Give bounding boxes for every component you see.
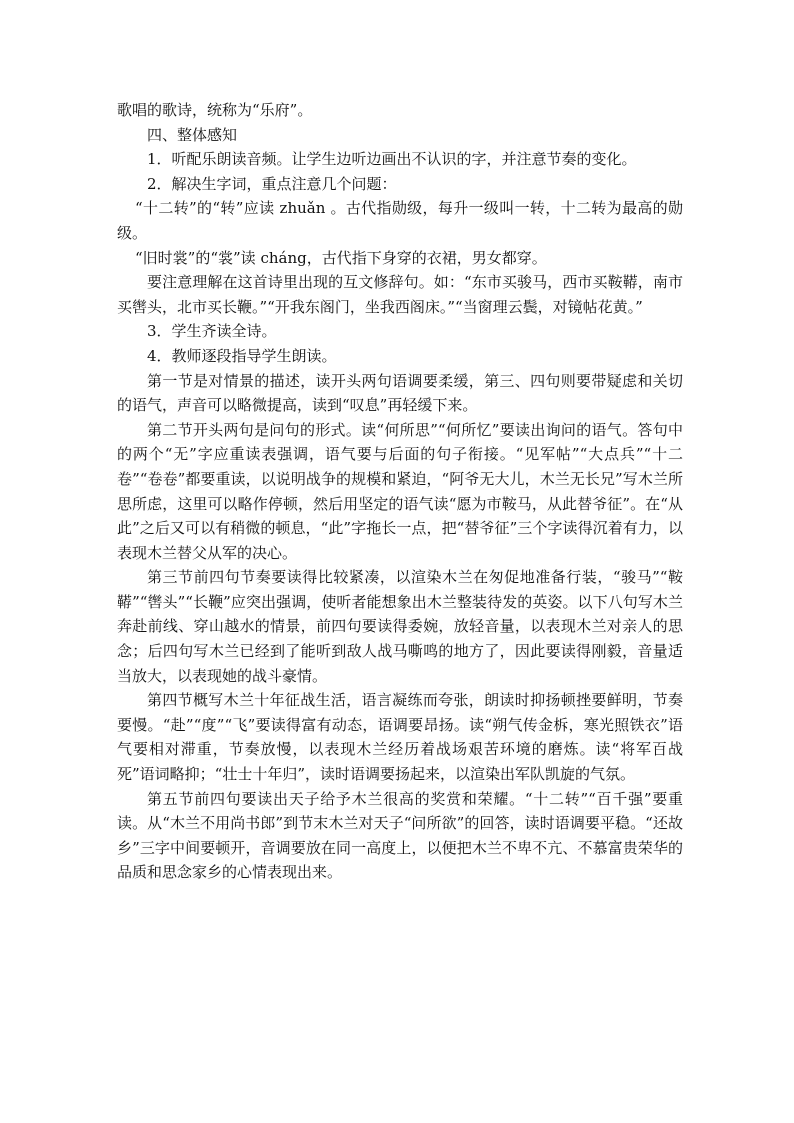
paragraph-1: 歌唱的歌诗，统称为“乐府”。 bbox=[117, 101, 313, 119]
section-2-guide: 第二节开头两句是问句的形式。读“何所思”“何所忆”要读出询问的语气。答句中的两个“无”字应重读表强调，语气要与后面的句子衔接。“见军帖”“大点兵”“十二卷”“卷卷”都要重读，以说明战争的规模和紧迫，“阿爷无大儿，木兰无长兄”写木兰所思所虑，这里可以略作停顿，然后用坚定的语气读“愿为市鞍马，从此替爷征”。在“从此”之后又可以有稍微的顿息，“此”字拖长一点，把“替爷征”三个字读得沉着有力，以表现木兰替父从军的决心。 bbox=[117, 420, 683, 562]
step-2-vocabulary: 2．解决生字词，重点注意几个问题： bbox=[147, 174, 397, 193]
step-4-teacher-guide: 4．教师逐段指导学生朗读。 bbox=[147, 346, 337, 365]
note-huwen: 要注意理解在这首诗里出现的互文修辞句。如：“东市买骏马，西市买鞍鞯，南市买辔头，北市买长鞭。”“开我东阁门，坐我西阁床。”“当窗理云鬓，对镜帖花黄。” bbox=[117, 273, 683, 316]
note-zhuan: “十二转”的“转”应读 zhuǎn 。古代指勋级，每升一级叫一转，十二转为最高的勋级。 bbox=[117, 199, 683, 242]
section-3-guide: 第三节前四句节奏要读得比较紧凑，以渲染木兰在匆促地准备行装，“骏马”“鞍鞯”“辔头”“长鞭”应突出强调，使听者能想象出木兰整装待发的英姿。以下八句写木兰奔赴前线、穿山越水的情景，前四句要读得委婉，放轻音量，以表现木兰对亲人的思念；后四句写木兰已经到了能听到敌人战马嘶鸣的地方了，因此要读得刚毅，音量适当放大，以表现她的战斗豪情。 bbox=[117, 568, 683, 685]
note-chang: “旧时裳”的“裳”读 cháng，古代指下身穿的衣裙，男女都穿。 bbox=[135, 248, 547, 267]
section-1-guide: 第一节是对情景的描述，读开头两句语调要柔缓，第三、四句则要带疑虑和关切的语气，声音可以略微提高，读到“叹息”再轻缓下来。 bbox=[117, 371, 683, 415]
section-heading-overall-perception: 四、整体感知 bbox=[147, 125, 238, 144]
section-4-guide: 第四节概写木兰十年征战生活，语言凝练而夸张，朗读时抑扬顿挫要鲜明，节奏要慢。“赴”“度”“飞”要读得富有动态，语调要昂扬。读“朔气传金柝，寒光照铁衣”语气要相对滞重，节奏放慢，以表现木兰经历着战场艰苦环境的磨炼。读“将军百战死”语词略抑；“壮士十年归”，读时语调要扬起来，以渲染出军队凯旋的气氛。 bbox=[117, 691, 683, 784]
step-1-listen: 1．听配乐朗读音频。让学生边听边画出不认识的字，并注意节奏的变化。 bbox=[147, 150, 637, 169]
document-page bbox=[117, 98, 683, 885]
section-5-guide: 第五节前四句要读出天子给予木兰很高的奖赏和荣耀。“十二转”“百千强”要重读。从“木兰不用尚书郎”到节末木兰对天子“问所欲”的回答，读时语调要平稳。“还故乡”三字中间要顿开，音调要放在同一高度上，以便把木兰不卑不亢、不慕富贵荣华的品质和思念家乡的心情表现出来。 bbox=[117, 789, 683, 882]
step-3-read-aloud: 3．学生齐读全诗。 bbox=[147, 322, 277, 341]
